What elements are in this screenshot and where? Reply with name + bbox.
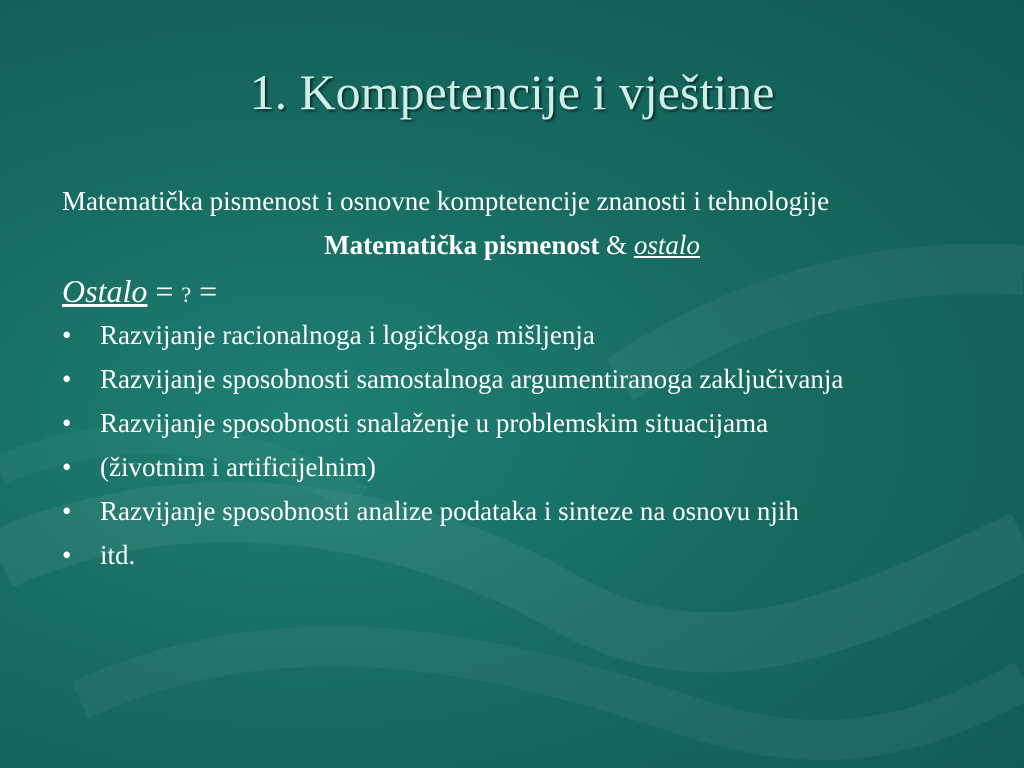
slide-body [62, 185, 962, 583]
ostalo-equation [62, 271, 962, 315]
bullet-dot-icon: • [62, 452, 72, 482]
bullet-text: Razvijanje sposobnosti analize podataka i sinteze na osnovu njih [100, 496, 799, 526]
subheading-ampersand: & [599, 230, 634, 260]
ostalo-equals-2: = [191, 273, 218, 309]
bullet-dot-icon: • [62, 540, 72, 570]
bullet-list [62, 319, 962, 571]
ostalo-question-mark: ? [181, 282, 192, 307]
bullet-item [62, 407, 962, 439]
centered-subheading [62, 229, 962, 261]
bullet-text: Razvijanje sposobnosti snalaženje u problemskim situacijama [100, 408, 769, 438]
bullet-dot-icon: • [62, 320, 72, 350]
intro-paragraph: Matematička pismenost i osnovne komptetencije znanosti i tehnologije [62, 186, 830, 216]
bullet-dot-icon: • [62, 496, 72, 526]
bullet-text: (životnim i artificijelnim) [100, 452, 376, 482]
bullet-item [62, 319, 962, 351]
subheading-bold-text: Matematička pismenost [324, 230, 600, 260]
ostalo-word: Ostalo [62, 273, 148, 309]
subheading-italic-text: ostalo [633, 230, 700, 260]
bullet-item [62, 495, 962, 527]
bullet-text: itd. [100, 540, 136, 570]
bullet-dot-icon: • [62, 364, 72, 394]
bullet-item [62, 539, 962, 571]
bullet-text: Razvijanje racionalnoga i logičkoga mišljenja [100, 320, 595, 350]
slide-title: 1. Kompetencije i vještine [249, 64, 775, 120]
bullet-item [62, 451, 962, 483]
bullet-text: Razvijanje sposobnosti samostalnoga argumentiranoga zaključivanja [100, 364, 844, 394]
ostalo-equals-1: = [147, 273, 182, 309]
bullet-item [62, 363, 962, 395]
bullet-dot-icon: • [62, 408, 72, 438]
